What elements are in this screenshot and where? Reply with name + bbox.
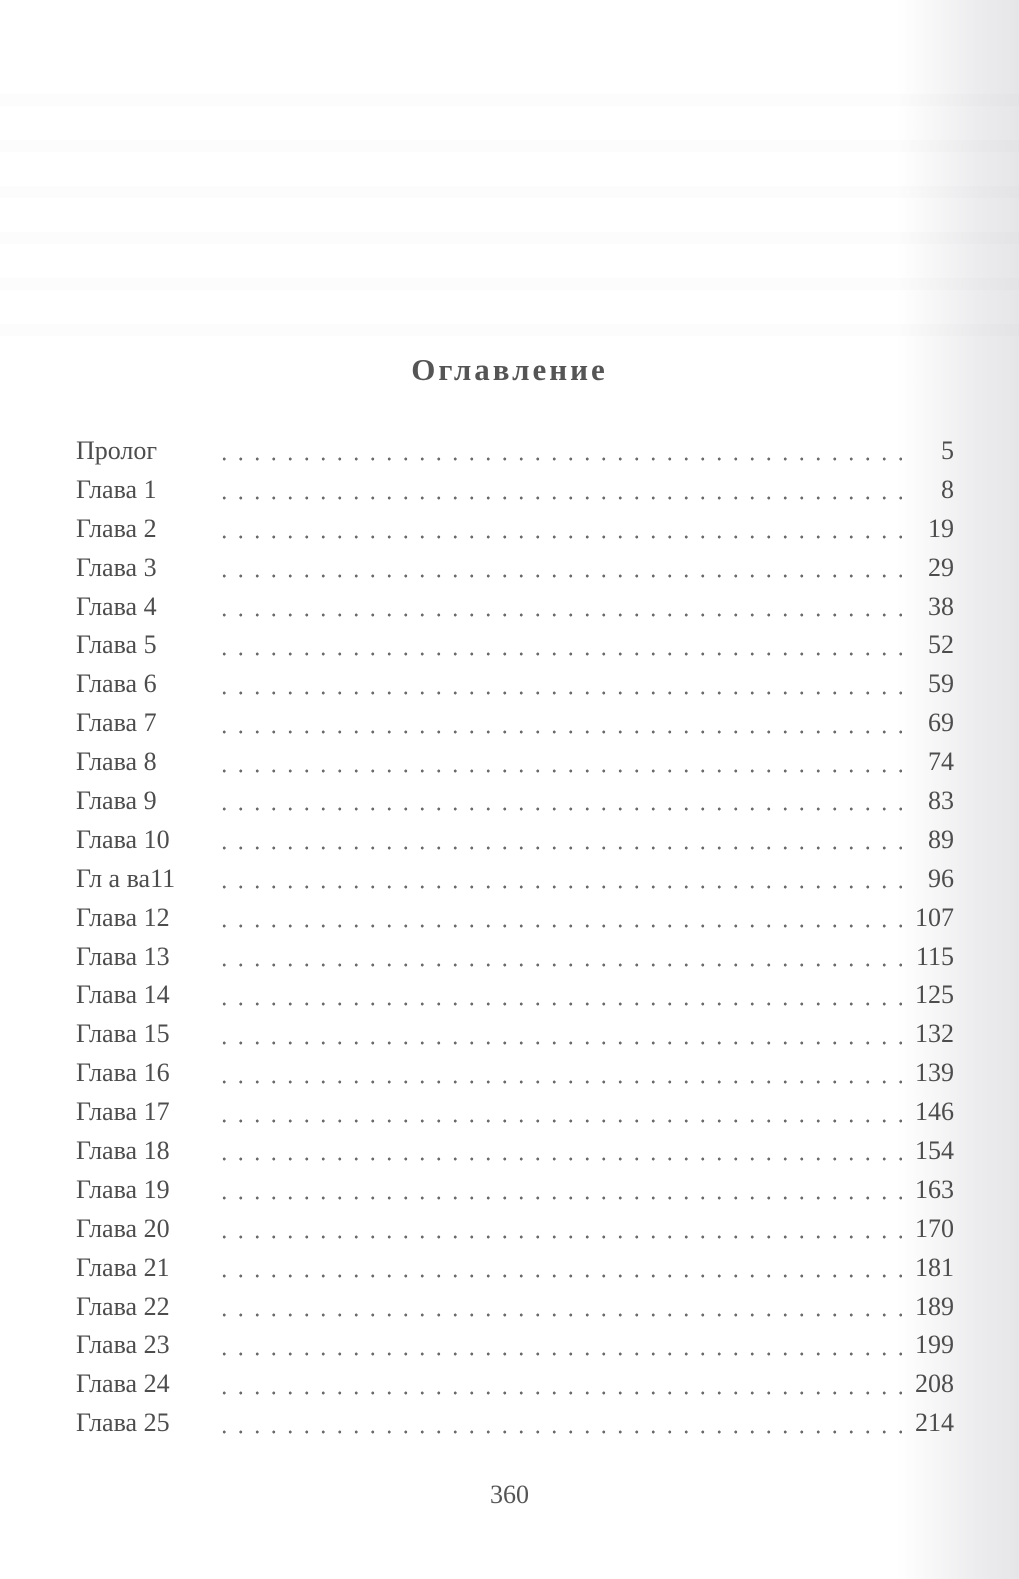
toc-entry-label: Глава 15 [76, 1019, 170, 1049]
dot-leader [216, 1079, 902, 1085]
toc-entry-page: 5 [941, 436, 954, 465]
toc-entry-label: Глава 5 [76, 630, 157, 660]
dot-leader [216, 806, 902, 812]
toc-entry [76, 860, 956, 899]
toc-entry [76, 1404, 956, 1443]
toc-entry [76, 1132, 956, 1171]
toc-entry [76, 510, 956, 549]
toc-entry-label: Глава 22 [76, 1291, 170, 1321]
dot-leader [216, 612, 902, 618]
toc-entry-label: Глава 21 [76, 1252, 170, 1282]
toc-entry-page: 125 [915, 980, 954, 1010]
toc-entry-page: 199 [915, 1330, 954, 1360]
toc-entry-page: 59 [928, 669, 954, 699]
toc-entry-label: Глава 20 [76, 1213, 170, 1243]
toc-entry-page: 83 [928, 786, 954, 816]
dot-leader [216, 1351, 902, 1357]
toc-entry-label: Глава 2 [76, 513, 157, 543]
toc-entry [76, 1054, 956, 1093]
toc-entry-page: 154 [915, 1136, 954, 1166]
toc-entry-page: 163 [915, 1174, 954, 1204]
toc-entry [76, 432, 956, 471]
toc-entry-page: 96 [928, 863, 954, 893]
toc-entry-label: Глава 14 [76, 980, 170, 1010]
dot-leader [216, 573, 902, 579]
toc-entry-page: 132 [915, 1019, 954, 1049]
toc-entry-page: 115 [915, 941, 954, 971]
toc-entry-page: 189 [915, 1291, 954, 1321]
toc-entry [76, 976, 956, 1015]
toc-entry-label: Глава 3 [76, 552, 157, 582]
dot-leader [216, 1001, 902, 1007]
toc-entry-label: Глава 9 [76, 786, 157, 816]
toc-entry-page: 29 [928, 552, 954, 582]
dot-leader [216, 1273, 902, 1279]
dot-leader [216, 651, 902, 657]
dot-leader [216, 534, 902, 540]
toc-entry-label: Глава 25 [76, 1408, 170, 1438]
toc-entry-label: Глава 4 [76, 591, 157, 621]
toc-entry-label: Глава 10 [76, 824, 170, 854]
toc-entry [76, 1093, 956, 1132]
dot-leader [216, 729, 902, 735]
toc-entry-label: Глава 12 [76, 902, 170, 932]
toc-entry [76, 1015, 956, 1054]
dot-leader [216, 962, 902, 968]
dot-leader [216, 1156, 902, 1162]
toc-entry-label: Гл а ва11 [76, 863, 176, 893]
toc-entry-label: Глава 19 [76, 1174, 170, 1204]
dot-leader [216, 495, 902, 501]
dot-leader [216, 1429, 902, 1435]
dot-leader [216, 1390, 902, 1396]
toc-entry [76, 704, 956, 743]
toc-entry [76, 1210, 956, 1249]
toc-entry-page: 89 [928, 824, 954, 854]
toc-entry-page: 139 [915, 1058, 954, 1088]
dot-leader [216, 456, 902, 462]
toc-entry-label: Глава 8 [76, 747, 157, 777]
toc-entry-page: 19 [928, 513, 954, 543]
toc-entry-page: 181 [915, 1252, 954, 1282]
toc-entry-page: 214 [915, 1408, 954, 1438]
toc-entry [76, 549, 956, 588]
dot-leader [216, 884, 902, 890]
dot-leader [216, 768, 902, 774]
toc-entry-page: 170 [915, 1213, 954, 1243]
toc-entry-label: Глава 6 [76, 669, 157, 699]
toc-entry-label: Глава 17 [76, 1097, 170, 1127]
toc-entry-page: 52 [928, 630, 954, 660]
dot-leader [216, 845, 902, 851]
toc-entry [76, 938, 956, 977]
toc-entry [76, 588, 956, 627]
toc-entry [76, 665, 956, 704]
page-number: 360 [490, 1480, 529, 1509]
toc-entry [76, 743, 956, 782]
show-through-text [0, 60, 1019, 340]
toc-entry-page: 8 [941, 474, 954, 504]
toc-entry-label: Пролог [76, 436, 158, 465]
dot-leader [216, 1118, 902, 1124]
toc-entry-page: 69 [928, 708, 954, 738]
toc-entry [76, 1171, 956, 1210]
dot-leader [216, 1234, 902, 1240]
toc-entry-label: Глава 23 [76, 1330, 170, 1360]
toc-entry-page: 146 [915, 1097, 954, 1127]
toc-entry-label: Глава 7 [76, 708, 157, 738]
dot-leader [216, 923, 902, 929]
toc-entry [76, 626, 956, 665]
toc-entry-page: 74 [928, 747, 954, 777]
toc-entry-label: Глава 16 [76, 1058, 170, 1088]
toc-list [76, 432, 956, 1443]
toc-entry-page: 38 [928, 591, 954, 621]
toc-entry-page: 208 [915, 1369, 954, 1399]
toc-entry-label: Глава 24 [76, 1369, 170, 1399]
toc-entry [76, 1249, 956, 1288]
toc-entry [76, 1326, 956, 1365]
dot-leader [216, 1195, 902, 1201]
dot-leader [216, 690, 902, 696]
toc-entry [76, 782, 956, 821]
toc-entry [76, 1365, 956, 1404]
toc-entry [76, 899, 956, 938]
toc-entry [76, 821, 956, 860]
dot-leader [216, 1312, 902, 1318]
dot-leader [216, 1040, 902, 1046]
toc-entry [76, 471, 956, 510]
toc-entry-label: Глава 18 [76, 1136, 170, 1166]
toc-entry [76, 1288, 956, 1327]
toc-entry-label: Глава 13 [76, 941, 170, 971]
toc-entry-page: 107 [915, 902, 954, 932]
toc-heading: Оглавление [411, 352, 608, 387]
toc-entry-label: Глава 1 [76, 474, 157, 504]
